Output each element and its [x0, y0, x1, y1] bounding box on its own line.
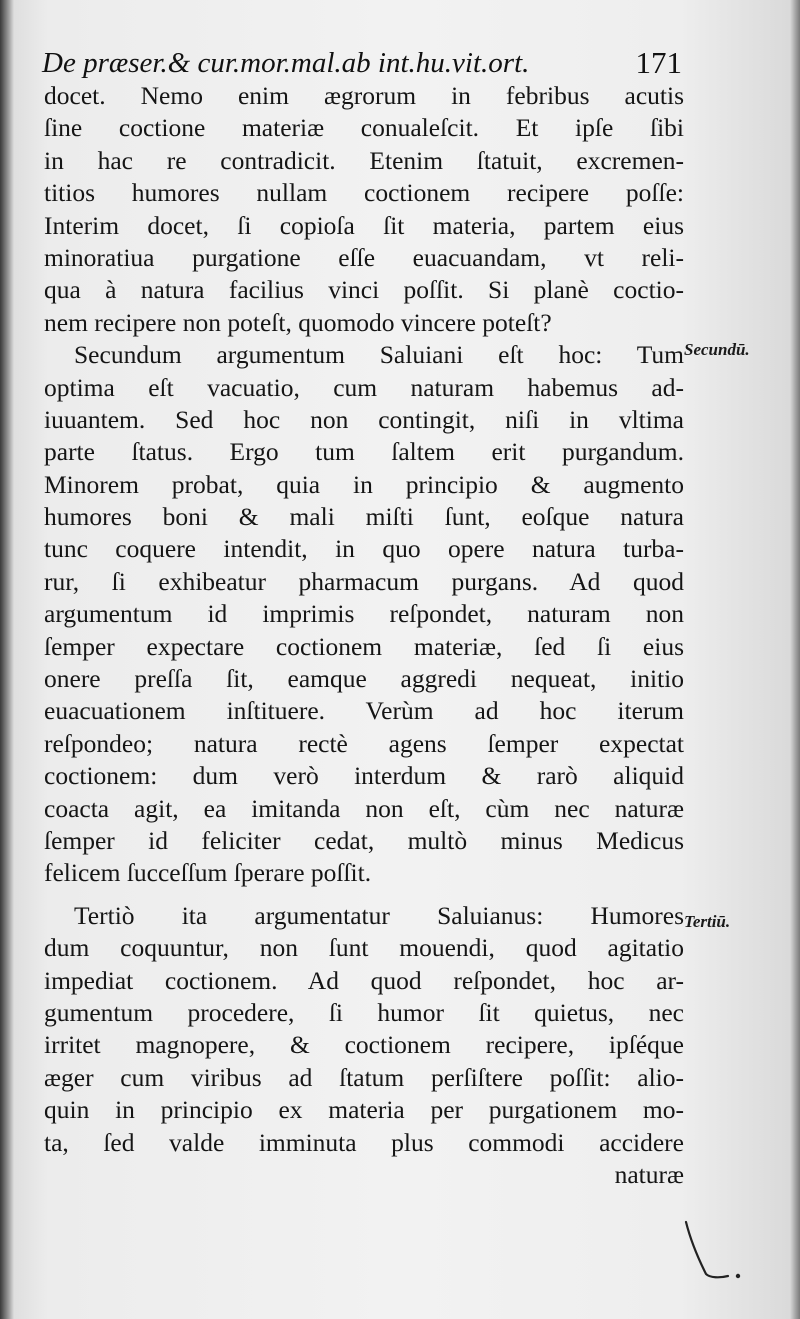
- text-line: optima eſt vacuatio, cum naturam habemus ad-: [44, 372, 684, 402]
- running-title: De præser.& cur.mor.mal.ab int.hu.vit.ort.: [42, 47, 530, 79]
- text-line: dum coquuntur, non ſunt mouendi, quod agitatio: [44, 933, 684, 963]
- text-line: Interim docet, ſi copioſa ſit materia, partem eius: [44, 210, 684, 240]
- text-line: coctionem: dum verò interdum & rarò aliquid: [44, 761, 684, 791]
- page-number: 171: [635, 45, 682, 80]
- text-line: nem recipere non poteſt, quomodo vincere poteſt?: [44, 307, 552, 337]
- paragraph-start-line: Tertiò ita argumentatur Saluianus: Humores: [74, 900, 684, 930]
- text-line: ſine coctione materiæ conualeſcit. Et ipſe ſibi: [44, 113, 684, 143]
- text-line: reſpondeo; natura rectè agens ſemper expectat: [44, 728, 684, 758]
- text-line: quin in principio ex materia per purgationem mo-: [44, 1095, 684, 1125]
- text-line: tunc coquere intendit, in quo opere natura turba-: [44, 534, 684, 564]
- body-text: [44, 80, 684, 1191]
- text-line: euacuationem inſtituere. Verùm ad hoc iterum: [44, 696, 684, 726]
- text-line: iuuantem. Sed hoc non contingit, niſi in vltima: [44, 404, 684, 434]
- text-line: ſemper id feliciter cedat, multò minus Medicus: [44, 825, 684, 855]
- text-line: in hac re contradicit. Etenim ſtatuit, excremen-: [44, 145, 684, 175]
- text-line: onere preſſa ſit, eamque aggredi nequeat, initio: [44, 664, 684, 694]
- text-line: docet. Nemo enim ægrorum in febribus acutis: [44, 81, 684, 110]
- text-line: minoratiua purgatione eſſe euacuandam, vt reli-: [44, 242, 684, 272]
- text-line: argumentum id imprimis reſpondet, naturam non: [44, 599, 684, 629]
- text-line: gumentum procedere, ſi humor ſit quietus, nec: [44, 997, 684, 1027]
- margin-note-second: Secundū.: [684, 340, 750, 359]
- page-gutter-shadow: [0, 0, 14, 1319]
- text-line: coacta agit, ea imitanda non eſt, cùm nec naturæ: [44, 793, 684, 823]
- text-line: æger cum viribus ad ſtatum perſiſtere poſſit: alio-: [44, 1062, 684, 1092]
- text-line: impediat coctionem. Ad quod reſpondet, hoc ar-: [44, 965, 684, 995]
- text-line: felicem ſucceſſum ſperare poſſit.: [44, 858, 372, 888]
- page-edge-shadow: [790, 0, 800, 1319]
- text-line: titios humores nullam coctionem recipere poſſe:: [44, 178, 684, 208]
- text-line: ſemper expectare coctionem materiæ, ſed ſi eius: [44, 631, 684, 661]
- margin-note-third: Tertiū.: [684, 912, 731, 931]
- text-line: rur, ſi exhibeatur pharmacum purgans. Ad quod: [44, 566, 684, 596]
- ink-stroke-mark: [680, 1218, 750, 1288]
- text-line: humores boni & mali miſti ſunt, eoſque natura: [44, 502, 684, 532]
- paragraph-start-line: Secundum argumentum Saluiani eſt hoc: Tum: [74, 340, 684, 370]
- text-line: qua à natura facilius vinci poſſit. Si planè coctio-: [44, 275, 684, 305]
- text-line: Minorem probat, quia in principio & augmento: [44, 469, 684, 499]
- text-line: ta, ſed valde imminuta plus commodi accidere: [44, 1127, 684, 1157]
- text-line: parte ſtatus. Ergo tum ſaltem erit purgandum.: [44, 437, 684, 467]
- catchword: naturæ: [614, 1159, 684, 1189]
- text-line: irritet magnopere, & coctionem recipere, ipſéque: [44, 1030, 684, 1060]
